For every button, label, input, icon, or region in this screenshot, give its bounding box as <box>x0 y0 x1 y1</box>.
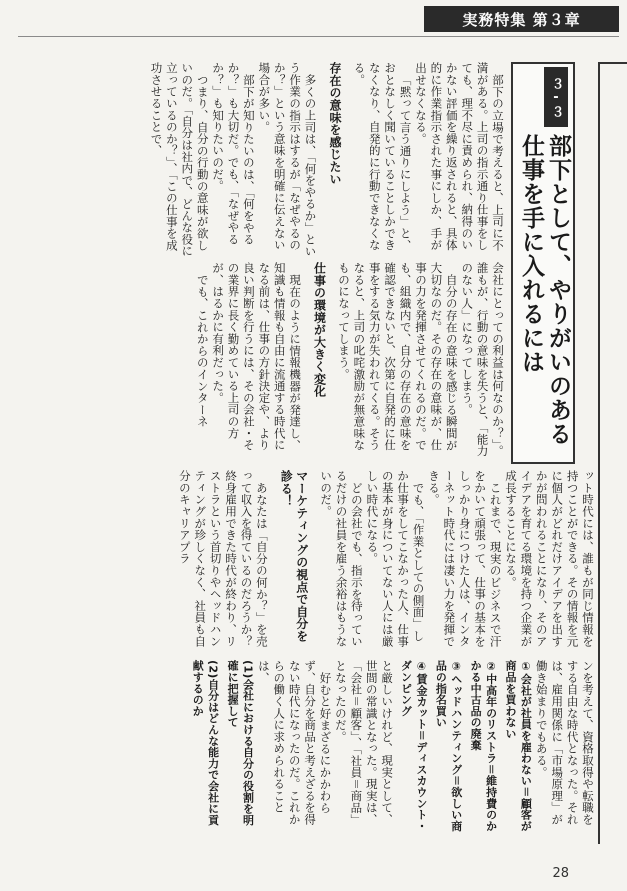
header-rule <box>18 36 619 37</box>
paragraph: 部下が知りたいのは、「何をやるか？」も大切だ。でも、「なぜやるか？」も知りたいのだ。 <box>211 62 256 246</box>
section-number-badge: ３-３ <box>544 67 568 127</box>
paragraph: ンを考えて、資格取得や転職をする自由な時代となった。それは、雇用関係に「市場原理」が働き始まりでもある。 <box>534 660 595 826</box>
paragraph: でも、「作業としての側面」しか仕事をしてこなかった人、仕事の基本が身についてない人には厳しい時代になる。 <box>365 470 426 647</box>
chapter-tab: 実務特集 第３章 <box>424 6 619 32</box>
paragraph: つまり、自分の行動の意味が欲しいのだ。「自分は社内で、どんな役に立っているのか？」、「この仕事を成功させることで、 <box>149 62 210 257</box>
list-item: ③ヘッドハンティング＝欲しい商品の指名買い <box>434 660 463 832</box>
list-item: ①会社が社員を雇わない＝顧客が商品を買わない <box>503 660 533 832</box>
paragraph: これまで、現実のビジネスで汗をかいて頑張って、仕事の基本をしっかり身につけた人は、インターネット時代には凄い力を発揮できる。 <box>426 470 503 647</box>
paragraph: 好むと好まざるにかかわらず、自分を商品と考えざるを得ない時代になったのだ。これからの働く人に求められることは、 <box>256 660 333 826</box>
paragraph: ット時代には、誰もが同じ情報を持つことができる。その情報を元に個人がどれだけアイデアを出すかが問われることになり、そのアイデアを育てる環境を持つ企業が成長することになる。 <box>503 470 595 647</box>
paragraph: 自分の存在の意味を感じる瞬間が大切なのだ。その存在の意味が、仕事の力を発揮させてくれるのだ。でも、組織内で、自分の存在の意味を確認できないと、次第に自発的に仕事をする気力が失われてくる。そうなると、上司の叱咤激励が無意味なものになってしまう。 <box>336 262 459 451</box>
subheading-existence: 存在の意味を感じたい <box>327 62 342 185</box>
body-tier-bottom <box>15 660 595 835</box>
page-frame-bracket <box>598 62 627 844</box>
body-tier-upper <box>15 62 505 262</box>
task-list <box>190 660 256 835</box>
subheading-marketing: マーケティングの視点で自分を診る！ <box>279 470 309 643</box>
list-item: ②中高年のリストラ＝維持費のかかる中古品の廃棄 <box>469 660 498 832</box>
paragraph: 「黙って言う通りにしよう」と、おとなしく聞いていることしかできなくなり、自発的に行動できなくなる。 <box>352 62 413 251</box>
paragraph: どの会社でも、指示を待っているだけの社員を雇う余裕はもうないのだ。 <box>319 470 364 647</box>
section-title: 部下として、やりがいのある仕事を手に入れるには <box>518 134 571 446</box>
paragraph: 現在のように情報機器が発達し、知識も情報も自由に流通する時代になる前は、仕事の方針決定や、より良い判断を行うには、その会社・その業界に長く勤めている上司の方が、はるかに有利だった。 <box>211 262 303 451</box>
paragraph: あなたは「自分の何か？」を売って収入を得ているのだろうか？ 終身雇用できた時代が終わり、リストラという首切りやヘッドハンティングが珍しくなく、社員も自分のキャリアプラ <box>177 470 269 659</box>
subheading-environment: 仕事の環境が大きく変化 <box>312 262 327 398</box>
body-tier-middle <box>15 262 505 462</box>
page-number: 28 <box>552 866 569 881</box>
paragraph: 会社にとっての利益は何なのか？」。誰もが、行動の意味を失うと、「能力のない人」になってしまう。 <box>460 262 505 457</box>
body-tier-lower <box>15 470 595 659</box>
paragraph: と厳しいけれど、現実として、世間の常識となった。現実は、「会社＝顧客」、「社員＝商品」となったのだ。 <box>333 660 395 826</box>
paragraph: でも、これからのインターネ <box>195 273 210 427</box>
list-item: (1)会社における自分の役割を明確に把握して <box>226 660 255 826</box>
list-item: ④賃金カット＝ディスカウント・ダンピング <box>399 660 428 832</box>
analogy-list <box>398 660 533 835</box>
list-item: (2)自分はどんな能力で会社に貢献するのか <box>191 660 220 826</box>
paragraph: 多くの上司は、「何をやるか」という作業の指示はするが「なぜやるのか？」という意味を明確に伝えない場合が多い。 <box>257 62 318 257</box>
paragraph: 部下の立場で考えると、上司に不満がある。上司の指示通り仕事をしても、理不尽に責められ、納得のいかない評価を繰り返されると、具体的に作業指示された事にしか、手が出せなくなる。 <box>413 62 505 251</box>
section-heading-box <box>511 62 575 464</box>
